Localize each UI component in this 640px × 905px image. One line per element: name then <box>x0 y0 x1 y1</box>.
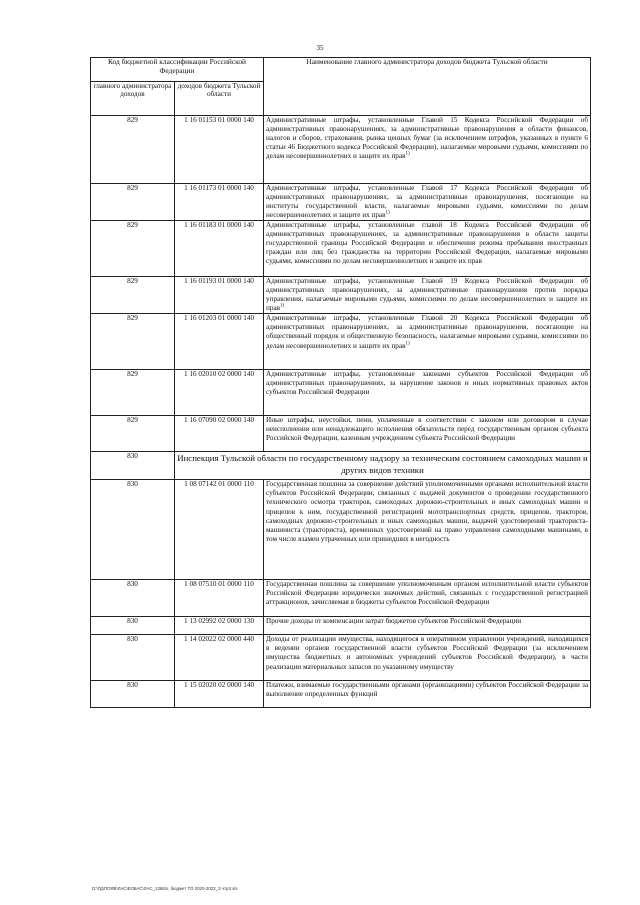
table-row <box>91 681 591 708</box>
header-main-administrator: главного администратора доходов <box>91 82 175 116</box>
description-cell <box>264 370 591 416</box>
admin-code-cell: 829 <box>91 221 175 277</box>
admin-code-cell: 829 <box>91 116 175 184</box>
footnote-marker: 1) <box>405 341 410 347</box>
table-row <box>91 314 591 370</box>
footnote-marker: 1) <box>385 210 390 216</box>
description-text: Административные штрафы, установленные Главой 17 Кодекса Российской Федерации об административных правонарушениях, за административные правонарушения, посягающие на институты государственной власти, налагаемые мировыми судьями, комиссиями по делам несовершеннолетних и защите их прав <box>266 184 589 220</box>
description-text: Административные штрафы, установленные Главой 20 Кодекса Российской Федерации об административных правонарушениях, за административные правонарушения, посягающие на общественный порядок и общественную безопасность, налагаемые мировыми судьями, комиссиями по делам несовершеннолетних и защите их прав <box>266 314 589 350</box>
description-text: Административные штрафы, установленные законами субъектов Российской Федерации об административных правонарушениях, за нарушение законов и иных нормативных правовых актов субъектов Российской Федерации <box>266 370 589 397</box>
admin-code-cell: 829 <box>91 416 175 452</box>
description-cell <box>264 221 591 277</box>
revenue-code-cell: 1 13 02992 02 0000 130 <box>175 617 264 635</box>
description-text: Административные штрафы, установленные главой 18 Кодекса Российской Федерации об административных правонарушениях, за административные правонарушения в области защиты государственной границы Российской Федерации и обеспечения режима пребывания иностранных граждан или лиц без гражданства на территории Российской Федерации, налагаемые мировыми судьями, комиссиями по делам несовершеннолетних и защите их прав <box>266 221 589 266</box>
admin-code-cell: 829 <box>91 370 175 416</box>
revenue-code-cell: 1 14 02022 02 0000 440 <box>175 635 264 681</box>
description-text: Административные штрафы, установленные Главой 15 Кодекса Российской Федерации об административных правонарушениях, за административные правонарушения в области финансов, налогов и сборов, страхования, рынка ценных бумаг (за исключением штрафов, указанных в пункте 6 статьи 46 Бюджетного кодекса Российской Федерации), налагаемые мировыми судьями, комиссиями по делам несовершеннолетних и защите их прав <box>266 116 589 161</box>
admin-code-cell: 830 <box>91 580 175 617</box>
admin-code-cell: 830 <box>91 452 175 480</box>
header-regional-revenue: доходов бюджета Тульской области <box>175 82 264 116</box>
table-row <box>91 635 591 681</box>
table-row <box>91 277 591 314</box>
revenue-code-cell: 1 16 01203 01 0000 140 <box>175 314 264 370</box>
revenue-code-cell: 1 16 01173 01 0000 140 <box>175 184 264 221</box>
revenue-code-cell: 1 16 01193 01 0000 140 <box>175 277 264 314</box>
section-title: Инспекция Тульской области по государственному надзору за техническим состоянием самоходных машин и других видов техники <box>175 452 591 480</box>
file-path-footer: D:\ГД\ПОЯВ\ЛАС\ЕЛБАС\ЛАС_1368\о, бюджет ТО 2020-2022_3 чтр3.xls <box>92 886 238 891</box>
description-cell <box>264 617 591 635</box>
footnote-marker: 1) <box>405 151 410 157</box>
description-text: Государственная пошлина за совершение уполномоченным органом исполнительной власти субъектов Российской Федерации юридически значимых действий, связанных с государственной регистрацией аттракционов, зачисляемая в бюджеты субъектов Российской Федерации <box>266 580 589 607</box>
admin-code-cell: 830 <box>91 635 175 681</box>
header-budget-classification: Код бюджетной классификации Российской Федерации <box>91 58 264 82</box>
revenue-code-cell: 1 16 01153 01 0000 140 <box>175 116 264 184</box>
admin-code-cell: 829 <box>91 184 175 221</box>
table-row <box>91 221 591 277</box>
header-administrator-name: Наименование главного администратора доходов бюджета Тульской области <box>264 58 591 116</box>
admin-code-cell: 830 <box>91 617 175 635</box>
table-row <box>91 480 591 580</box>
description-text: Прочие доходы от компенсации затрат бюджетов субъектов Российской Федерации <box>266 617 522 626</box>
revenue-administrators-table <box>90 57 591 708</box>
table-row <box>91 580 591 617</box>
revenue-code-cell: 1 08 07142 01 0000 110 <box>175 480 264 580</box>
table-row <box>91 416 591 452</box>
description-text: Государственная пошлина за совершение действий уполномоченными органами исполнительной власти субъектов Российской Федерации, связанных с выдачей документов о проведении государственного технического осмотра тракторов, самоходных дорожно-строительных и иных самоходных машин и прицепов к ним, государственной регистрацией мототранспортных средств, прицепов, тракторов, самоходных дорожно-строительных и иных самоходных машин, выдачей удостоверений тракториста-машиниста (тракториста), временных удостоверений на право управления самоходными машинами, в том числе взамен утраченных или пришедших в негодность <box>266 480 589 543</box>
description-text: Платежи, взимаемые государственными органами (организациями) субъектов Российской Федерации за выполнение определенных функций <box>266 681 589 699</box>
revenue-code-cell: 1 16 02010 02 0000 140 <box>175 370 264 416</box>
description-cell <box>264 277 591 314</box>
admin-code-cell: 829 <box>91 277 175 314</box>
admin-code-cell: 830 <box>91 681 175 708</box>
description-text: Иные штрафы, неустойки, пени, уплаченные в соответствии с законом или договором в случае неисполнения или ненадлежащего исполнения обязательств перед государственным органом субъекта Российской Федерации, казенным учреждением субъекта Российской Федерации <box>266 416 589 443</box>
description-cell <box>264 314 591 370</box>
description-cell <box>264 480 591 580</box>
description-cell <box>264 184 591 221</box>
table-row <box>91 370 591 416</box>
revenue-code-cell: 1 16 01183 01 0000 140 <box>175 221 264 277</box>
description-text: Административные штрафы, установленные Главой 19 Кодекса Российской Федерации об административных правонарушениях, за административные правонарушения против порядка управления, налагаемые мировыми судьями, комиссиями по делам несовершеннолетних и защите их прав <box>266 277 589 313</box>
description-text: Доходы от реализации имущества, находящегося в оперативном управлении учреждений, находящихся в ведении органов государственной власти субъектов Российской Федерации (за исключением имущества бюджетных и автономных учреждений субъектов Российской Федерации), в части реализации материальных запасов по указанному имуществу <box>266 635 589 671</box>
revenue-code-cell: 1 16 07090 02 0000 140 <box>175 416 264 452</box>
admin-code-cell: 830 <box>91 480 175 580</box>
table-row <box>91 617 591 635</box>
footnote-marker: 1) <box>280 303 285 309</box>
section-header-row <box>91 452 591 480</box>
page-number: 35 <box>316 44 324 52</box>
description-cell <box>264 681 591 708</box>
description-cell <box>264 116 591 184</box>
description-cell <box>264 635 591 681</box>
table-row <box>91 116 591 184</box>
description-cell <box>264 416 591 452</box>
revenue-code-cell: 1 15 02020 02 0000 140 <box>175 681 264 708</box>
description-cell <box>264 580 591 617</box>
table-row <box>91 184 591 221</box>
revenue-code-cell: 1 08 07510 01 0000 110 <box>175 580 264 617</box>
admin-code-cell: 829 <box>91 314 175 370</box>
